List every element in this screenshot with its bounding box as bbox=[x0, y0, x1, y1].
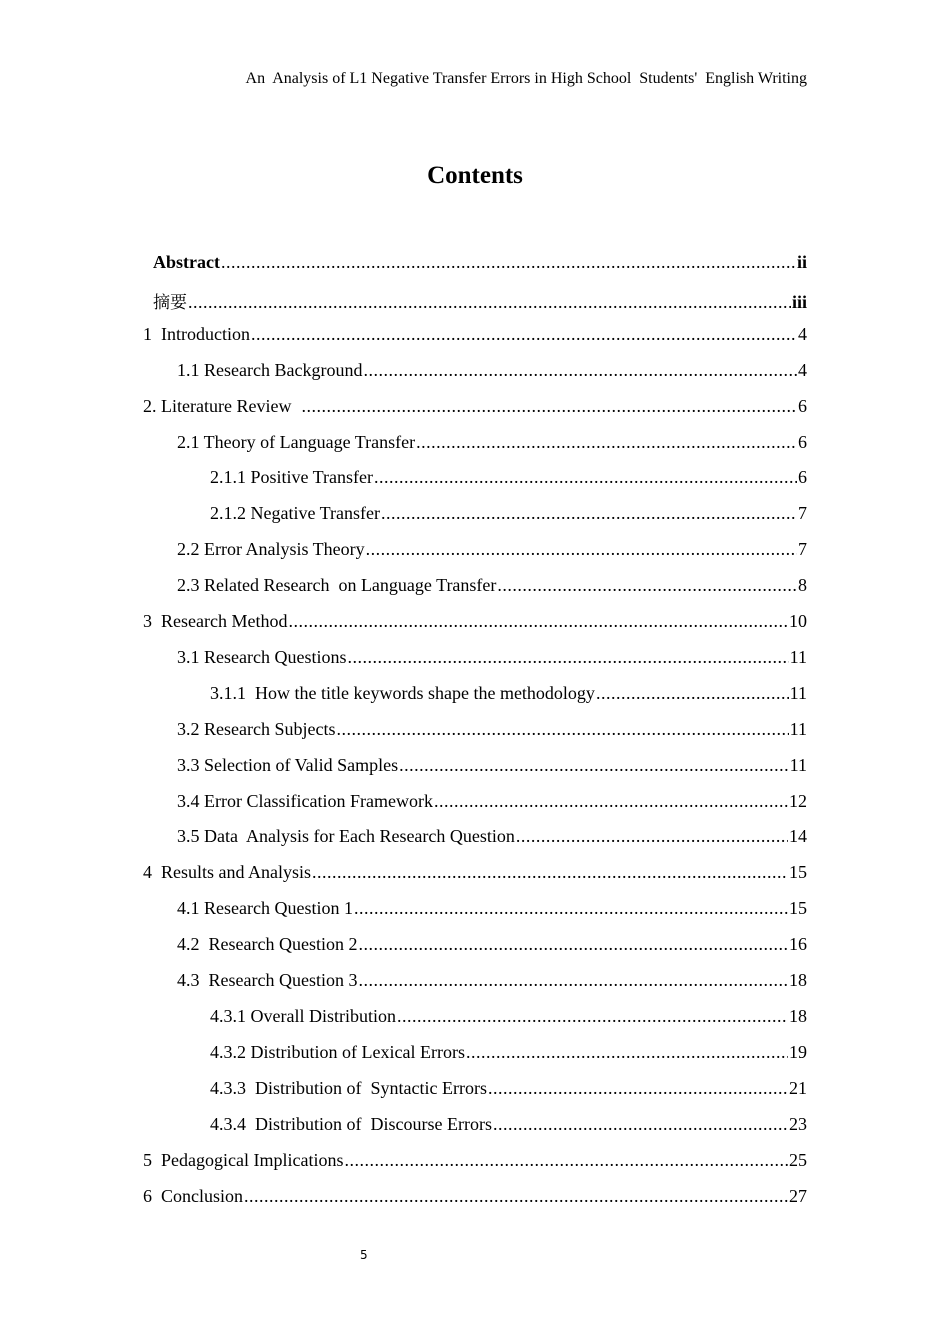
toc-entry-conclusion[interactable] bbox=[143, 1186, 807, 1210]
toc-entry-page: 6 bbox=[798, 432, 807, 452]
toc-dot-leader bbox=[358, 970, 788, 991]
toc-entry-label: 2.1.1 Positive Transfer bbox=[210, 467, 374, 487]
toc-entry-label: 4.3.3 Distribution of Syntactic Errors bbox=[210, 1078, 487, 1098]
toc-entry-label: 3.5 Data Analysis for Each Research Question bbox=[177, 826, 515, 846]
toc-entry-label: 3.2 Research Subjects bbox=[177, 719, 336, 739]
toc-entry-page: 4 bbox=[798, 324, 807, 344]
toc-dot-leader bbox=[336, 719, 788, 740]
toc-dot-leader bbox=[347, 647, 788, 668]
toc-entry-label: 2.2 Error Analysis Theory bbox=[177, 539, 365, 559]
toc-entry-page: 16 bbox=[789, 934, 807, 954]
toc-entry-research-question-2[interactable] bbox=[177, 934, 807, 958]
toc-dot-leader bbox=[381, 503, 797, 524]
toc-dot-leader bbox=[251, 324, 797, 345]
toc-dot-leader bbox=[244, 1186, 788, 1207]
toc-entry-label: 4.3.2 Distribution of Lexical Errors bbox=[210, 1042, 465, 1062]
toc-entry-overall-distribution[interactable] bbox=[210, 1006, 807, 1030]
toc-dot-leader bbox=[493, 1114, 788, 1135]
toc-entry-page: 7 bbox=[798, 503, 807, 523]
toc-entry-theory-of-language-transfer[interactable] bbox=[177, 432, 807, 456]
toc-dot-leader bbox=[466, 1042, 788, 1063]
toc-entry-research-question-1[interactable] bbox=[177, 898, 807, 922]
toc-entry-results-and-analysis[interactable] bbox=[143, 862, 807, 886]
toc-dot-leader bbox=[221, 252, 796, 273]
running-header: An Analysis of L1 Negative Transfer Errors in High School Students' English Writing bbox=[245, 70, 807, 87]
toc-entry-research-background[interactable] bbox=[177, 360, 807, 384]
toc-entry-introduction[interactable] bbox=[143, 324, 807, 348]
toc-dot-leader bbox=[366, 539, 797, 560]
toc-entry-abstract[interactable] bbox=[153, 252, 807, 276]
toc-entry-page: 10 bbox=[789, 611, 807, 631]
toc-entry-label: 4.2 Research Question 2 bbox=[177, 934, 358, 954]
toc-dot-leader bbox=[488, 1078, 788, 1099]
toc-entry-label: 3.3 Selection of Valid Samples bbox=[177, 755, 399, 775]
toc-entry-page: 18 bbox=[789, 1006, 807, 1026]
toc-entry-label: 3.1 Research Questions bbox=[177, 647, 347, 667]
toc-entry-negative-transfer[interactable] bbox=[210, 503, 807, 527]
toc-entry-page: 15 bbox=[789, 898, 807, 918]
toc-entry-literature-review[interactable] bbox=[143, 396, 807, 420]
toc-entry-syntactic-errors[interactable] bbox=[210, 1078, 807, 1102]
toc-entry-page: 6 bbox=[798, 467, 807, 487]
toc-entry-page: 25 bbox=[789, 1150, 807, 1170]
toc-entry-page: 11 bbox=[789, 683, 807, 703]
toc-entry-page: 6 bbox=[798, 396, 807, 416]
toc-dot-leader bbox=[354, 898, 788, 919]
toc-entry-page: 19 bbox=[789, 1042, 807, 1062]
toc-dot-leader bbox=[344, 1150, 788, 1171]
toc-dot-leader bbox=[188, 292, 791, 313]
toc-entry-research-method[interactable] bbox=[143, 611, 807, 635]
toc-entry-data-analysis[interactable] bbox=[177, 826, 807, 850]
toc-entry-label: 5 Pedagogical Implications bbox=[143, 1150, 344, 1170]
toc-entry-pedagogical-implications[interactable] bbox=[143, 1150, 807, 1174]
toc-entry-label: 2.1.2 Negative Transfer bbox=[210, 503, 380, 523]
toc-entry-page: 27 bbox=[789, 1186, 807, 1206]
toc-entry-label: 2.1 Theory of Language Transfer bbox=[177, 432, 416, 452]
toc-dot-leader bbox=[363, 360, 797, 381]
toc-entry-label: 1.1 Research Background bbox=[177, 360, 363, 380]
toc-entry-label: 3.4 Error Classification Framework bbox=[177, 791, 433, 811]
toc-dot-leader bbox=[358, 934, 788, 955]
toc-dot-leader bbox=[516, 826, 788, 847]
toc-entry-label: 6 Conclusion bbox=[143, 1186, 244, 1206]
toc-dot-leader bbox=[434, 791, 788, 812]
toc-entry-label: 4.3.4 Distribution of Discourse Errors bbox=[210, 1114, 492, 1134]
toc-entry-label: 1 Introduction bbox=[143, 324, 250, 344]
toc-entry-page: 4 bbox=[798, 360, 807, 380]
toc-entry-page: 18 bbox=[789, 970, 807, 990]
toc-entry-page: 14 bbox=[789, 826, 807, 846]
toc-entry-page: 21 bbox=[789, 1078, 807, 1098]
toc-entry-discourse-errors[interactable] bbox=[210, 1114, 807, 1138]
toc-entry-error-analysis-theory[interactable] bbox=[177, 539, 807, 563]
toc-entry-valid-samples[interactable] bbox=[177, 755, 807, 779]
toc-entry-label: Abstract bbox=[153, 252, 220, 272]
page-number: 5 bbox=[360, 1248, 368, 1262]
toc-entry-page: 11 bbox=[789, 647, 807, 667]
toc-dot-leader bbox=[312, 862, 788, 883]
toc-entry-label: 摘要 bbox=[153, 293, 187, 313]
toc-entry-page: iii bbox=[791, 292, 807, 312]
toc-dot-leader bbox=[288, 611, 788, 632]
toc-entry-label: 4.1 Research Question 1 bbox=[177, 898, 353, 918]
toc-entry-page: 12 bbox=[789, 791, 807, 811]
toc-entry-research-subjects[interactable] bbox=[177, 719, 807, 743]
toc-entry-label: 4 Results and Analysis bbox=[143, 862, 312, 882]
toc-entry-error-classification-framework[interactable] bbox=[177, 791, 807, 815]
toc-dot-leader bbox=[596, 683, 789, 704]
toc-dot-leader bbox=[301, 396, 797, 417]
toc-entry-page: 11 bbox=[789, 719, 807, 739]
toc-entry-chinese-abstract[interactable] bbox=[153, 288, 807, 312]
toc-entry-page: 23 bbox=[789, 1114, 807, 1134]
toc-entry-page: ii bbox=[796, 252, 807, 272]
toc-entry-label: 4.3.1 Overall Distribution bbox=[210, 1006, 396, 1026]
toc-entry-lexical-errors[interactable] bbox=[210, 1042, 807, 1066]
toc-entry-page: 15 bbox=[789, 862, 807, 882]
toc-entry-research-question-3[interactable] bbox=[177, 970, 807, 994]
toc-dot-leader bbox=[397, 1006, 788, 1027]
toc-entry-page: 7 bbox=[798, 539, 807, 559]
toc-entry-label: 2. Literature Review bbox=[143, 396, 301, 416]
toc-entry-positive-transfer[interactable] bbox=[210, 467, 807, 491]
toc-dot-leader bbox=[399, 755, 789, 776]
toc-dot-leader bbox=[497, 575, 797, 596]
toc-dot-leader bbox=[374, 467, 797, 488]
toc-entry-page: 8 bbox=[798, 575, 807, 595]
toc-entry-related-research[interactable] bbox=[177, 575, 807, 599]
toc-entry-label: 3.1.1 How the title keywords shape the methodology bbox=[210, 683, 595, 703]
toc-entry-research-questions[interactable] bbox=[177, 647, 807, 671]
page-title: Contents bbox=[427, 162, 523, 189]
toc-entry-page: 11 bbox=[789, 755, 807, 775]
toc-dot-leader bbox=[416, 432, 797, 453]
toc-entry-label: 4.3 Research Question 3 bbox=[177, 970, 358, 990]
toc-entry-label: 3 Research Method bbox=[143, 611, 288, 631]
toc-entry-label: 2.3 Related Research on Language Transfer bbox=[177, 575, 497, 595]
toc-entry-title-keywords-methodology[interactable] bbox=[210, 683, 807, 707]
